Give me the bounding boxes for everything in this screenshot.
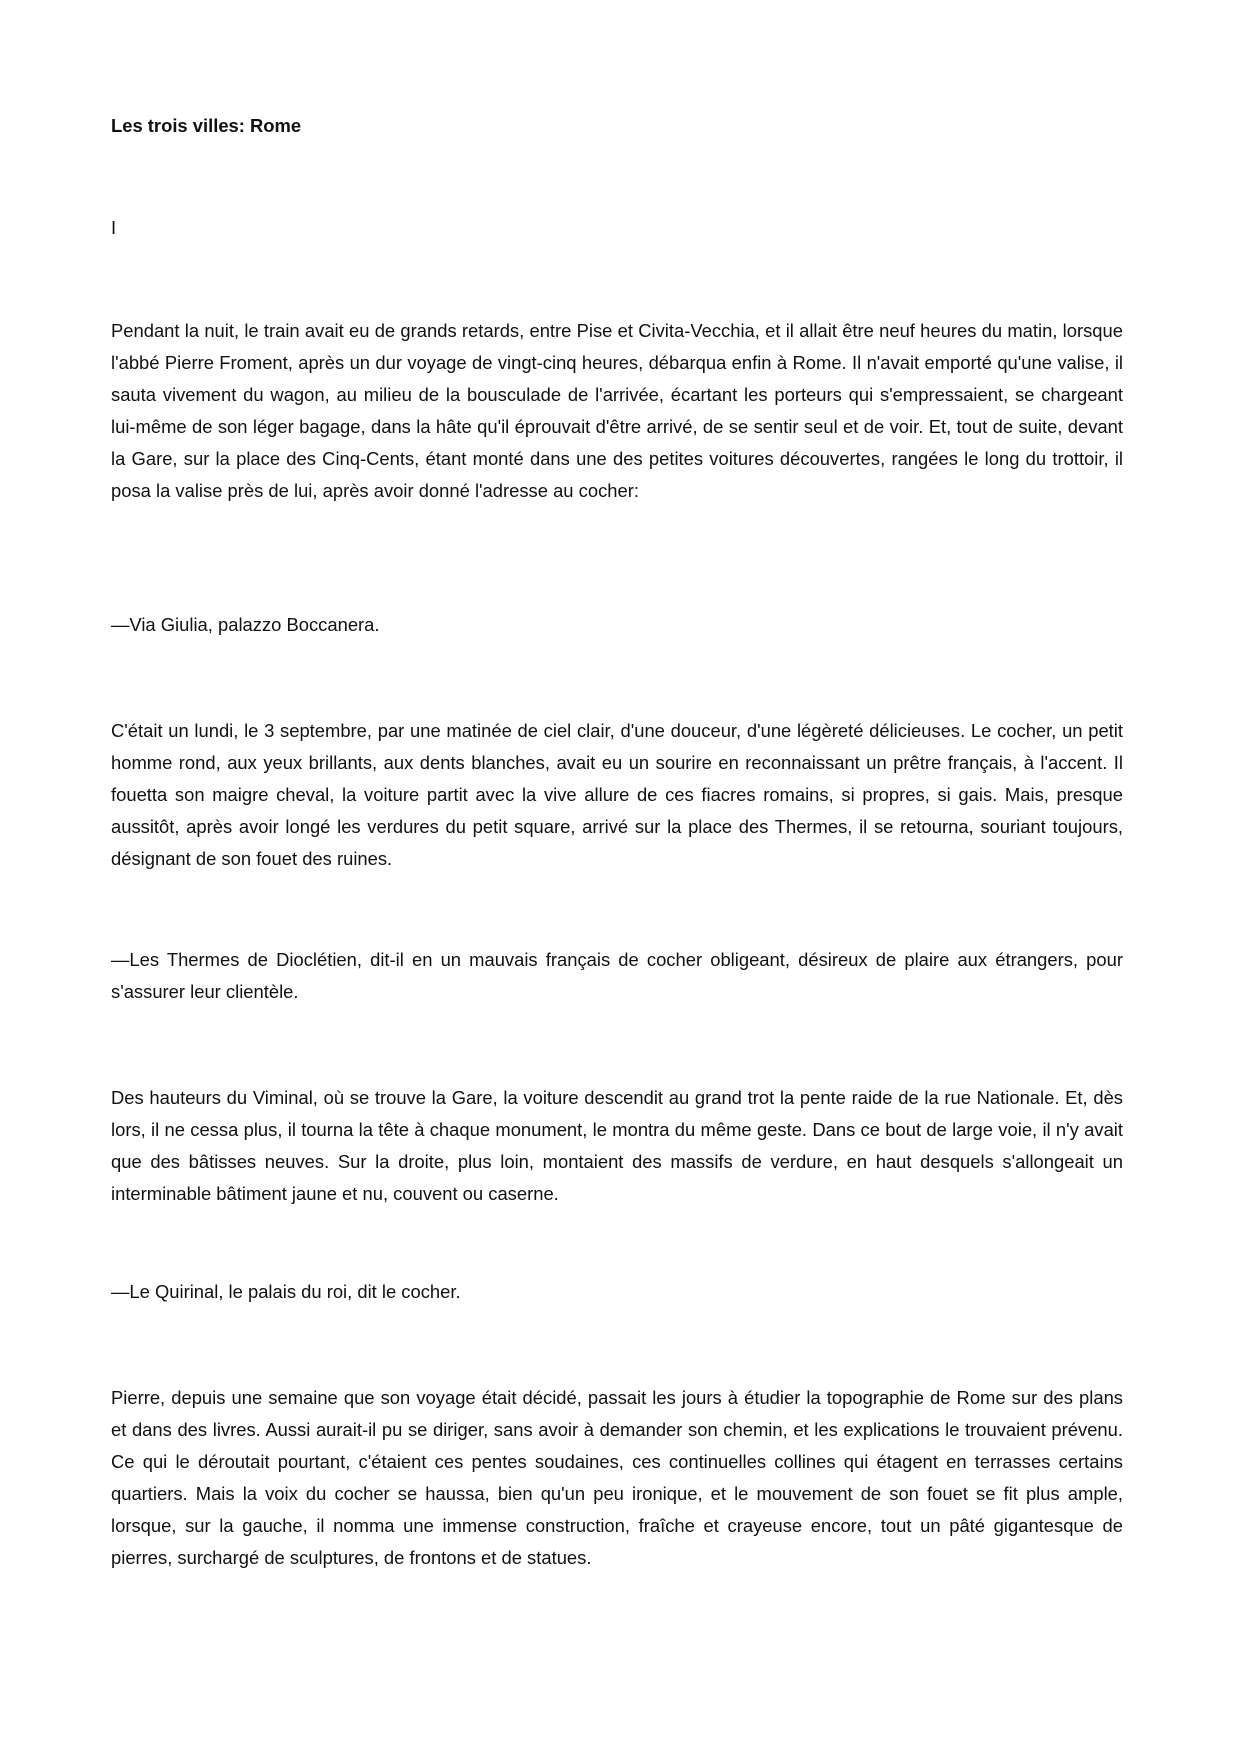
dialogue-line: —Via Giulia, palazzo Boccanera. <box>111 614 380 635</box>
paragraph: Pendant la nuit, le train avait eu de grands retards, entre Pise et Civita-Vecchia, et il allait être neuf heures du matin, lorsque l'abbé Pierre Froment, après un dur voyage de vingt-cinq heures, débarqua enfin à Rome. Il n'avait emporté qu'une valise, il sauta vivement du wagon, au milieu de la bousculade de l'arrivée, écartant les porteurs qui s'empressaient, se chargeant lui-même de son léger bagage, dans la hâte qu'il éprouvait d'être arrivé, de se sentir seul et de voir. Et, tout de suite, devant la Gare, sur la place des Cinq-Cents, étant monté dans une des petites voitures découvertes, rangées le long du trottoir, il posa la valise près de lui, après avoir donné l'adresse au cocher: <box>111 320 1123 501</box>
dialogue-line: —Le Quirinal, le palais du roi, dit le cocher. <box>111 1281 461 1302</box>
paragraph: C'était un lundi, le 3 septembre, par une matinée de ciel clair, d'une douceur, d'une légèreté délicieuses. Le cocher, un petit homme rond, aux yeux brillants, aux dents blanches, avait eu un sourire en reconnaissant un prêtre français, à l'accent. Il fouetta son maigre cheval, la voiture partit avec la vive allure de ces fiacres romains, si propres, si gais. Mais, presque aussitôt, après avoir longé les verdures du petit square, arrivé sur la place des Thermes, il se retourna, souriant toujours, désignant de son fouet des ruines. <box>111 720 1123 869</box>
paragraph: Des hauteurs du Viminal, où se trouve la Gare, la voiture descendit au grand trot la pente raide de la rue Nationale. Et, dès lors, il ne cessa plus, il tourna la tête à chaque monument, le montra du même geste. Dans ce bout de large voie, il n'y avait que des bâtisses neuves. Sur la droite, plus loin, montaient des massifs de verdure, en haut desquels s'allongeait un interminable bâtiment jaune et nu, couvent ou caserne. <box>111 1087 1123 1204</box>
paragraph: Pierre, depuis une semaine que son voyage était décidé, passait les jours à étudier la topographie de Rome sur des plans et dans des livres. Aussi aurait-il pu se diriger, sans avoir à demander son chemin, et les explications le trouvaient prévenu. Ce qui le déroutait pourtant, c'étaient ces pentes soudaines, ces continuelles collines qui étagent en terrasses certains quartiers. Mais la voix du cocher se haussa, bien qu'un peu ironique, et le mouvement de son fouet se fit plus ample, lorsque, sur la gauche, il nomma une immense construction, fraîche et crayeuse encore, tout un pâté gigantesque de pierres, surchargé de sculptures, de frontons et de statues. <box>111 1387 1123 1568</box>
document-title: Les trois villes: Rome <box>111 115 302 136</box>
dialogue-line: —Les Thermes de Dioclétien, dit-il en un mauvais français de cocher obligeant, désireux de plaire aux étrangers, pour s'assurer leur clientèle. <box>111 949 1123 1002</box>
chapter-heading: I <box>111 217 117 238</box>
